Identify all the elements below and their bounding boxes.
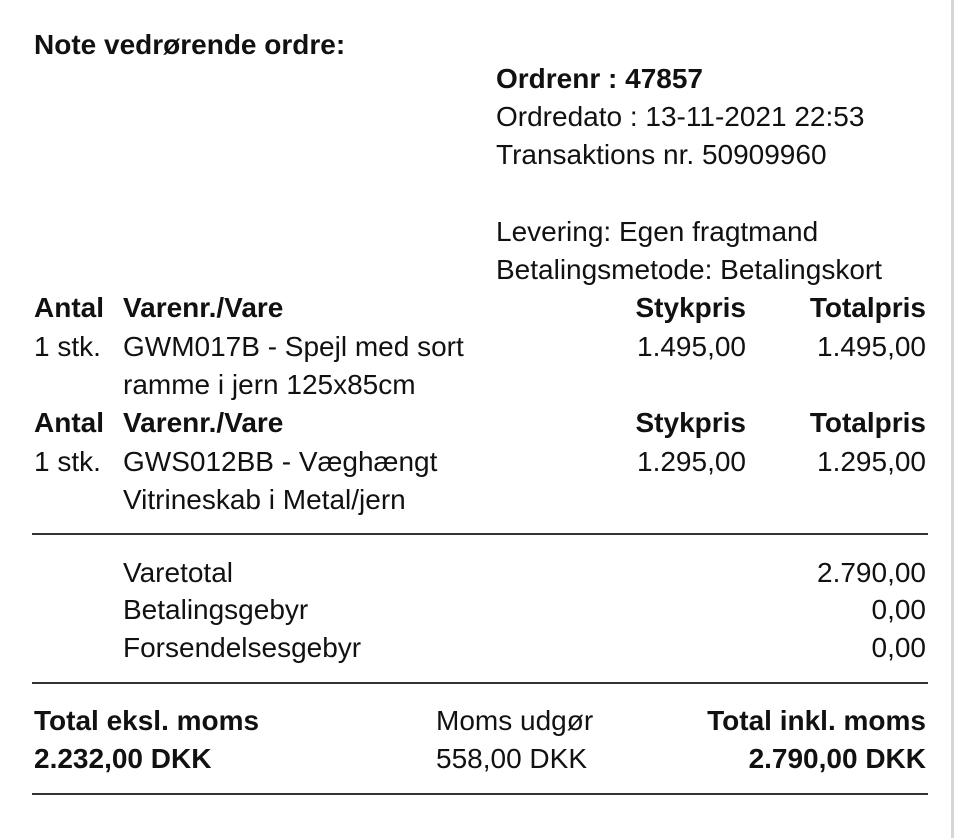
qty-header: Antal	[34, 292, 104, 323]
summary-value: 0,00	[871, 632, 926, 663]
summary-value: 2.790,00	[817, 557, 926, 588]
item-unit-price: 1.295,00	[637, 446, 746, 477]
summary-label: Betalingsgebyr	[123, 594, 309, 625]
item-unit-price: 1.495,00	[637, 331, 746, 362]
item-header: Varenr./Vare	[123, 407, 284, 438]
summary-label: Varetotal	[123, 557, 233, 588]
item-description-line1: GWS012BB - Væghængt	[123, 446, 438, 477]
divider	[32, 793, 928, 795]
divider	[32, 682, 928, 684]
summary-value: 0,00	[871, 594, 926, 625]
delivery-method: Levering: Egen fragtmand	[496, 216, 819, 247]
note-heading: Note vedrørende ordre:	[34, 29, 346, 60]
order-number: Ordrenr : 47857	[496, 63, 703, 94]
total-price-header: Totalpris	[809, 407, 926, 438]
item-description-line1: GWM017B - Spejl med sort	[123, 331, 464, 362]
item-description-line2: Vitrineskab i Metal/jern	[123, 484, 406, 515]
item-total-price: 1.295,00	[817, 446, 926, 477]
item-total-price: 1.495,00	[817, 331, 926, 362]
qty-header: Antal	[34, 407, 104, 438]
total-excl-vat-value: 2.232,00 DKK	[34, 743, 212, 774]
total-incl-vat-value: 2.790,00 DKK	[748, 743, 926, 774]
item-header: Varenr./Vare	[123, 292, 284, 323]
unit-price-header: Stykpris	[635, 292, 746, 323]
payment-method: Betalingsmetode: Betalingskort	[496, 254, 882, 285]
transaction-number: Transaktions nr. 50909960	[496, 139, 827, 170]
unit-price-header: Stykpris	[635, 407, 746, 438]
scrollbar[interactable]	[951, 0, 954, 838]
order-date: Ordredato : 13-11-2021 22:53	[496, 101, 865, 132]
vat-value: 558,00 DKK	[436, 743, 587, 774]
item-description-line2: ramme i jern 125x85cm	[123, 369, 416, 400]
divider	[32, 533, 928, 535]
vat-label: Moms udgør	[436, 705, 594, 736]
item-qty: 1 stk.	[34, 446, 101, 477]
total-excl-vat-label: Total eksl. moms	[34, 705, 260, 736]
total-price-header: Totalpris	[809, 292, 926, 323]
summary-label: Forsendelsesgebyr	[123, 632, 362, 663]
item-qty: 1 stk.	[34, 331, 101, 362]
total-incl-vat-label: Total inkl. moms	[707, 705, 926, 736]
